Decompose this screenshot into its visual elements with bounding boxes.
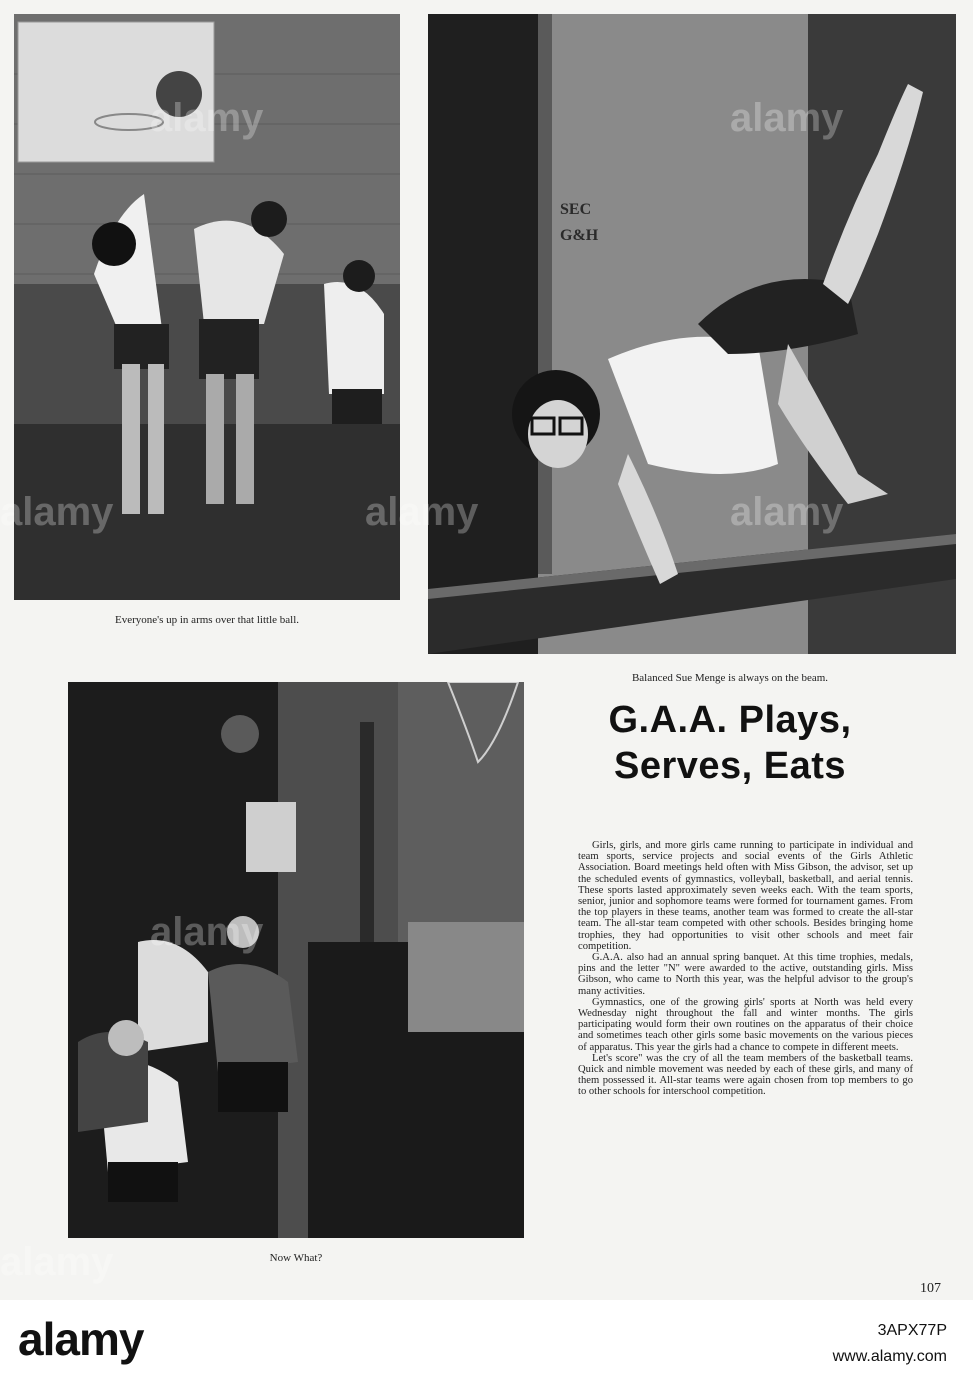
watermark-text: alamy (365, 490, 479, 534)
article-body (578, 840, 913, 1098)
watermark-text: alamy (0, 1240, 114, 1284)
headline-line1: G.A.A. Plays, (608, 699, 852, 741)
watermark-text: alamy (150, 910, 264, 954)
article-paragraph: Let's score" was the cry of all the team members of the basketball teams. Quick and nimble movement was needed by each of these girls, and many of them possessed it. All-star teams were again chosen from top members to go to other schools for interschool competition. (578, 1052, 913, 1098)
headline-line2: Serves, Eats (613, 745, 847, 787)
caption-basketball-jump: Everyone's up in arms over that little ball. (114, 614, 300, 626)
article-paragraph: G.A.A. also had an annual spring banquet. At this time trophies, medals, pins and the letter "N" were awarded to the active, outstanding girls. Miss Gibson, who came to North this year, was the helpful advisor to the group's many activities. (578, 952, 913, 997)
article-paragraph: Girls, girls, and more girls came running to participate in individual and team sports, service projects and social events of the Girls Athletic Association. Board meetings held often with Miss Gibson, the advisor, set up the scheduled events of gymnastics, volleyball, basketball, and aerial tennis. These sports lasted approximately seven weeks each. With the team sports, senior, junior and sophomore teams were formed for tournament games. From the top players in these teams, another team was formed to create the all-star team. The all-star team competed with other schools. Besides bringing home trophies, they had opportunities to visit other schools and meet fair competition. (578, 840, 913, 952)
stock-footer (0, 1300, 973, 1390)
image-id: 3APX77P (877, 1322, 947, 1339)
article-headline (560, 697, 900, 789)
watermark-text: alamy (150, 96, 264, 140)
wall-sign-line2: G&H (560, 227, 599, 244)
article-paragraph: Gymnastics, one of the growing girls' sports at North was held every Wednesday night throughout the fall and winter months. The girls participating would form their own routines on the apparatus of their choice and sometimes teach other girls some basic movements on the various pieces of apparatus. This year the girls had a chance to compete in different meets. (578, 996, 913, 1053)
caption-now-what: Now What? (269, 1252, 323, 1264)
watermark-text: alamy (730, 490, 844, 534)
watermark-text: alamy (730, 96, 844, 140)
photo-balance-beam (428, 14, 956, 654)
watermark-text: alamy (0, 490, 114, 534)
wall-sign-line1: SEC (560, 201, 592, 218)
caption-balance-beam: Balanced Sue Menge is always on the beam. (631, 672, 829, 684)
photo-basketball-jump (14, 14, 400, 600)
photo-now-what (68, 682, 524, 1238)
footer-url-link[interactable]: www.alamy.com (832, 1348, 947, 1365)
alamy-logo[interactable]: alamy (18, 1313, 144, 1365)
page-number: 107 (920, 1281, 941, 1296)
